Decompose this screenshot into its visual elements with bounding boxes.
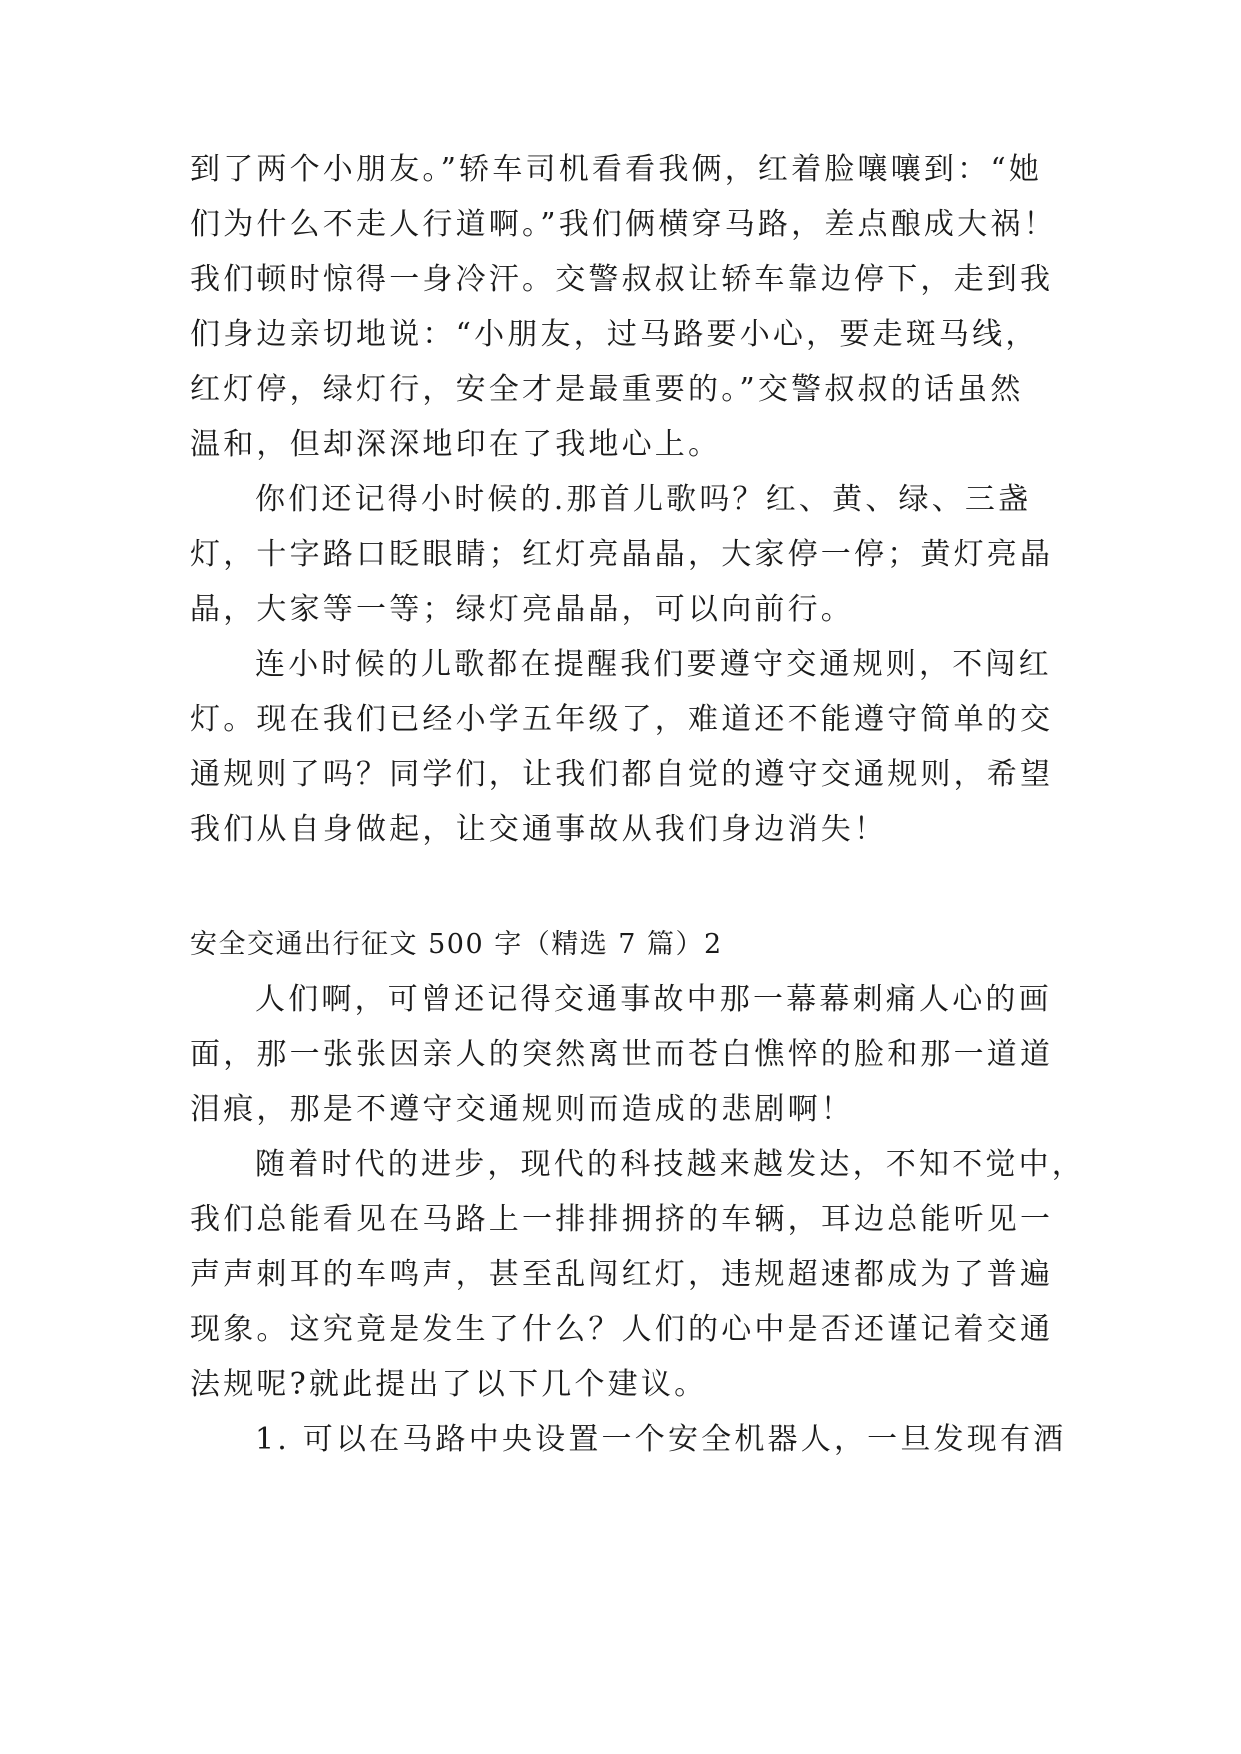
paragraph-line: 我们顿时惊得一身冷汗。交警叔叔让轿车靠边停下，走到我 [190,262,1054,297]
paragraph-line: 到了两个小朋友。”轿车司机看看我俩，红着脸嚷嚷到：“她 [190,152,1043,187]
paragraph-line: 晶，大家等一等；绿灯亮晶晶，可以向前行。 [190,592,854,627]
paragraph-line: 面，那一张张因亲人的突然离世而苍白憔悴的脸和那一道道 [190,1037,1054,1072]
paragraph-line: 声声刺耳的车鸣声，甚至乱闯红灯，违规超速都成为了普遍 [190,1257,1054,1292]
paragraph-line: 你们还记得小时候的.那首儿歌吗？红、黄、绿、三盏 [255,482,1032,517]
paragraph-line: 灯。现在我们已经小学五年级了，难道还不能遵守简单的交 [190,702,1054,737]
paragraph-line: 们身边亲切地说：“小朋友，过马路要小心，要走斑马线， [190,317,1039,352]
paragraph-line: 1. 可以在马路中央设置一个安全机器人，一旦发现有酒 [255,1422,1067,1457]
paragraph-line: 我们总能看见在马路上一排排拥挤的车辆，耳边总能听见一 [190,1202,1054,1237]
paragraph-line: 人们啊，可曾还记得交通事故中那一幕幕刺痛人心的画 [255,982,1052,1017]
paragraph-line: 随着时代的进步，现代的科技越来越发达，不知不觉中， [255,1147,1085,1182]
paragraph-line: 现象。这究竟是发生了什么？人们的心中是否还谨记着交通 [190,1312,1054,1347]
paragraph-line: 连小时候的儿歌都在提醒我们要遵守交通规则，不闯红 [255,647,1052,682]
paragraph-line: 法规呢?就此提出了以下几个建议。 [190,1367,708,1402]
paragraph-line: 们为什么不走人行道啊。”我们俩横穿马路，差点酿成大祸！ [190,207,1057,242]
paragraph-line: 通规则了吗？同学们，让我们都自觉的遵守交通规则，希望 [190,757,1054,792]
paragraph-line: 我们从自身做起，让交通事故从我们身边消失！ [190,812,888,847]
section-heading: 安全交通出行征文 500 字（精选 7 篇）2 [190,929,723,960]
paragraph-line: 泪痕，那是不遵守交通规则而造成的悲剧啊！ [190,1092,854,1127]
paragraph-line: 灯，十字路口眨眼睛；红灯亮晶晶，大家停一停；黄灯亮晶 [190,537,1054,572]
paragraph-line: 红灯停，绿灯行，安全才是最重要的。”交警叔叔的话虽然 [190,372,1024,407]
paragraph-line: 温和，但却深深地印在了我地心上。 [190,427,722,462]
